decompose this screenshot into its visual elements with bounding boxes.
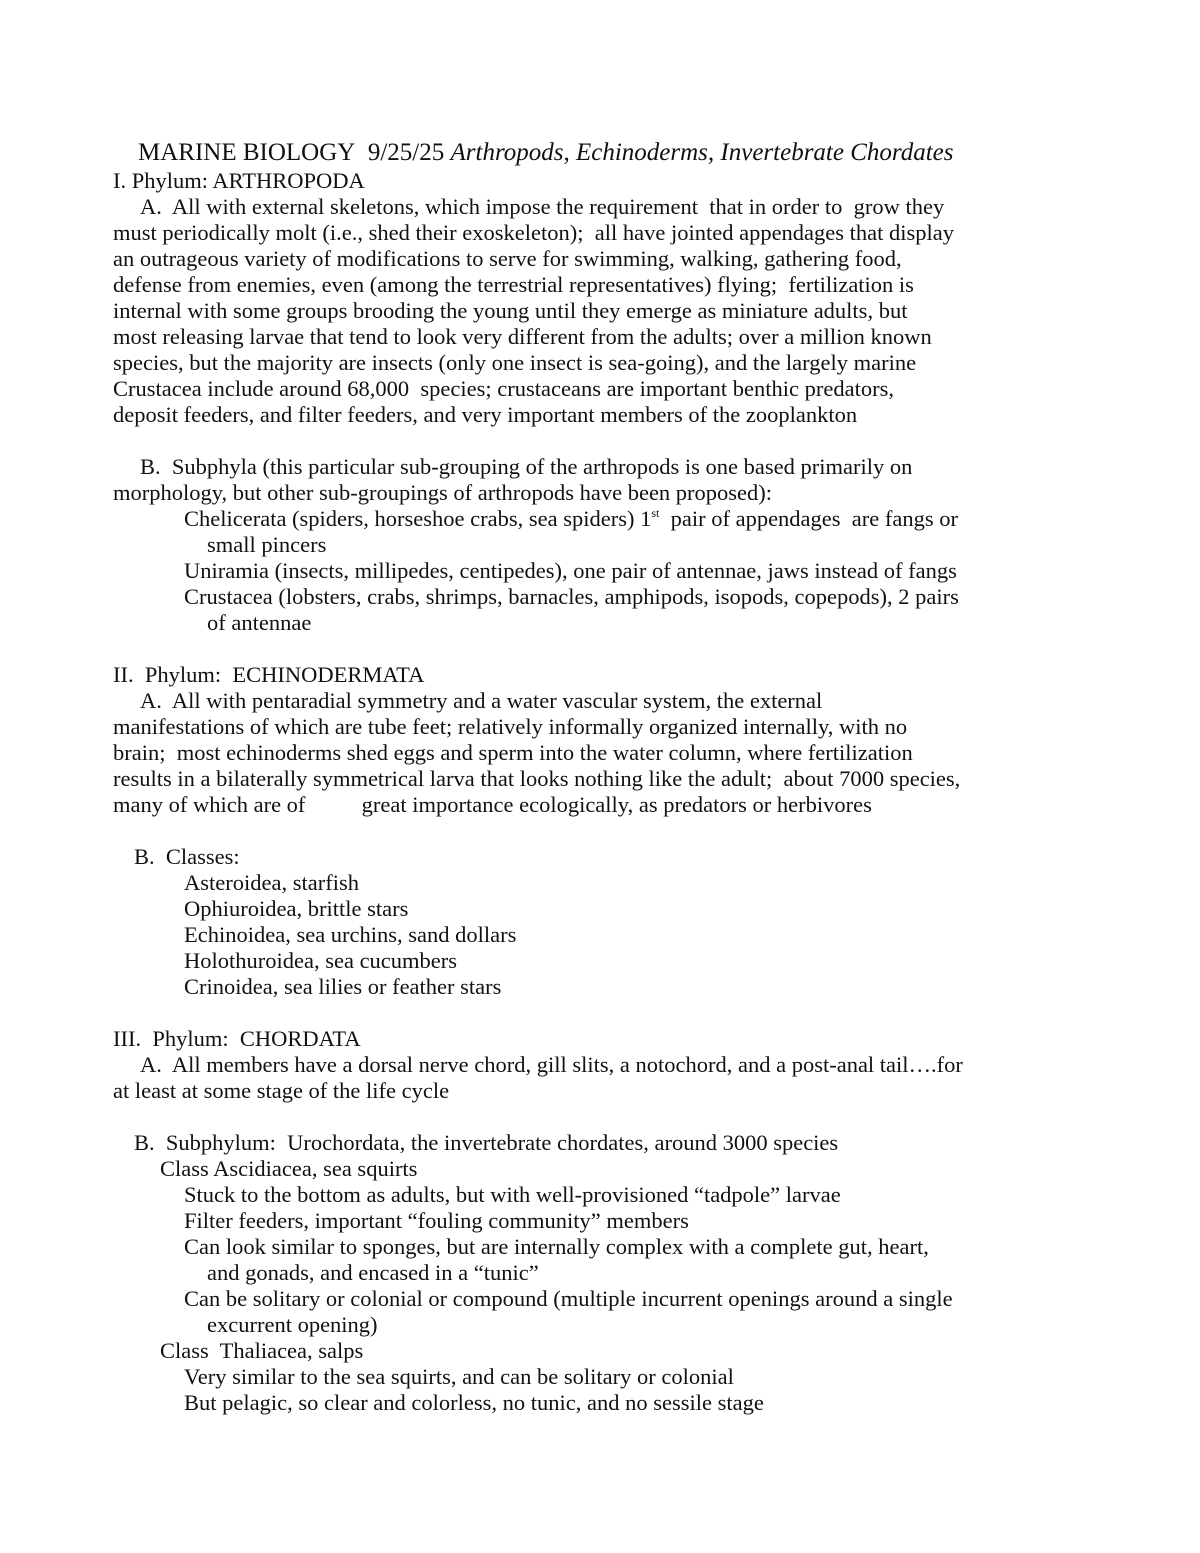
- paragraph-line: A. All with external skeletons, which impose the requirement that in order to grow they: [140, 194, 945, 219]
- list-item-continuation: small pincers: [207, 532, 327, 557]
- list-item-continuation: excurrent opening): [207, 1312, 378, 1337]
- paragraph-line: defense from enemies, even (among the terrestrial representatives) flying; fertilization is: [113, 272, 914, 297]
- paragraph-line: many of which are of great importance ecologically, as predators or herbivores: [113, 792, 872, 817]
- paragraph-line: must periodically molt (i.e., shed their exoskeleton); all have jointed appendages that display: [113, 220, 955, 245]
- paragraph-line: Crustacea include around 68,000 species; crustaceans are important benthic predators,: [113, 376, 894, 401]
- class-heading-thaliacea: Class Thaliacea, salps: [160, 1338, 364, 1363]
- paragraph-line: species, but the majority are insects (only one insect is sea-going), and the largely marine: [113, 350, 917, 375]
- list-item: But pelagic, so clear and colorless, no tunic, and no sessile stage: [184, 1390, 764, 1415]
- superscript: st: [651, 506, 660, 520]
- section-heading-chordata: III. Phylum: CHORDATA: [113, 1026, 361, 1051]
- paragraph-line: internal with some groups brooding the young until they emerge as miniature adults, but: [113, 298, 908, 323]
- list-item: Can be solitary or colonial or compound (multiple incurrent openings around a single: [184, 1286, 953, 1311]
- paragraph-line: manifestations of which are tube feet; relatively informally organized internally, with no: [113, 714, 908, 739]
- class-heading-ascidiacea: Class Ascidiacea, sea squirts: [160, 1156, 418, 1181]
- list-item-echinoidea: Echinoidea, sea urchins, sand dollars: [184, 922, 517, 947]
- list-item-crinoidea: Crinoidea, sea lilies or feather stars: [184, 974, 502, 999]
- paragraph-line: brain; most echinoderms shed eggs and sperm into the water column, where fertilization: [113, 740, 913, 765]
- list-item: Stuck to the bottom as adults, but with well-provisioned “tadpole” larvae: [184, 1182, 841, 1207]
- title-date: 9/25/25: [367, 139, 445, 166]
- list-item-holothuroidea: Holothuroidea, sea cucumbers: [184, 948, 458, 973]
- list-item-text: pair of appendages are fangs or: [659, 506, 958, 531]
- list-item: Filter feeders, important “fouling community” members: [184, 1208, 689, 1233]
- paragraph-line: results in a bilaterally symmetrical larva that looks nothing like the adult; about 7000 species,: [113, 766, 961, 791]
- paragraph-line: B. Subphyla (this particular sub-grouping of the arthropods is one based primarily on: [140, 454, 913, 479]
- list-item: Very similar to the sea squirts, and can be solitary or colonial: [184, 1364, 734, 1389]
- list-item-continuation: and gonads, and encased in a “tunic”: [207, 1260, 539, 1285]
- title-course: MARINE BIOLOGY: [138, 139, 356, 166]
- paragraph-line: A. All members have a dorsal nerve chord, gill slits, a notochord, and a post-anal tail….for: [140, 1052, 963, 1077]
- paragraph-line: an outrageous variety of modifications to serve for swimming, walking, gathering food,: [113, 246, 902, 271]
- list-item-asteroidea: Asteroidea, starfish: [184, 870, 359, 895]
- paragraph-line: A. All with pentaradial symmetry and a water vascular system, the external: [140, 688, 823, 713]
- classes-heading: B. Classes:: [134, 844, 240, 869]
- list-item-crustacea: Crustacea (lobsters, crabs, shrimps, barnacles, amphipods, isopods, copepods), 2 pairs: [184, 584, 959, 609]
- title-topic: Arthropods, Echinoderms, Invertebrate Chordates: [450, 139, 954, 166]
- list-item-chelicerata: [184, 506, 958, 532]
- paragraph-line: deposit feeders, and filter feeders, and very important members of the zooplankton: [113, 402, 858, 427]
- paragraph-line: at least at some stage of the life cycle: [113, 1078, 450, 1103]
- paragraph-line: morphology, but other sub-groupings of arthropods have been proposed):: [113, 480, 773, 505]
- section-heading-echinodermata: II. Phylum: ECHINODERMATA: [113, 662, 425, 687]
- list-item: Can look similar to sponges, but are internally complex with a complete gut, heart,: [184, 1234, 929, 1259]
- section-heading-arthropoda: I. Phylum: ARTHROPODA: [113, 168, 365, 193]
- paragraph-line: most releasing larvae that tend to look very different from the adults; over a million known: [113, 324, 932, 349]
- list-item-uniramia: Uniramia (insects, millipedes, centipedes), one pair of antennae, jaws instead of fangs: [184, 558, 957, 583]
- subphylum-heading: B. Subphylum: Urochordata, the invertebrate chordates, around 3000 species: [134, 1130, 839, 1155]
- list-item-ophiuroidea: Ophiuroidea, brittle stars: [184, 896, 409, 921]
- list-item-continuation: of antennae: [207, 610, 312, 635]
- list-item-text: Chelicerata (spiders, horseshoe crabs, sea spiders) 1: [184, 506, 652, 531]
